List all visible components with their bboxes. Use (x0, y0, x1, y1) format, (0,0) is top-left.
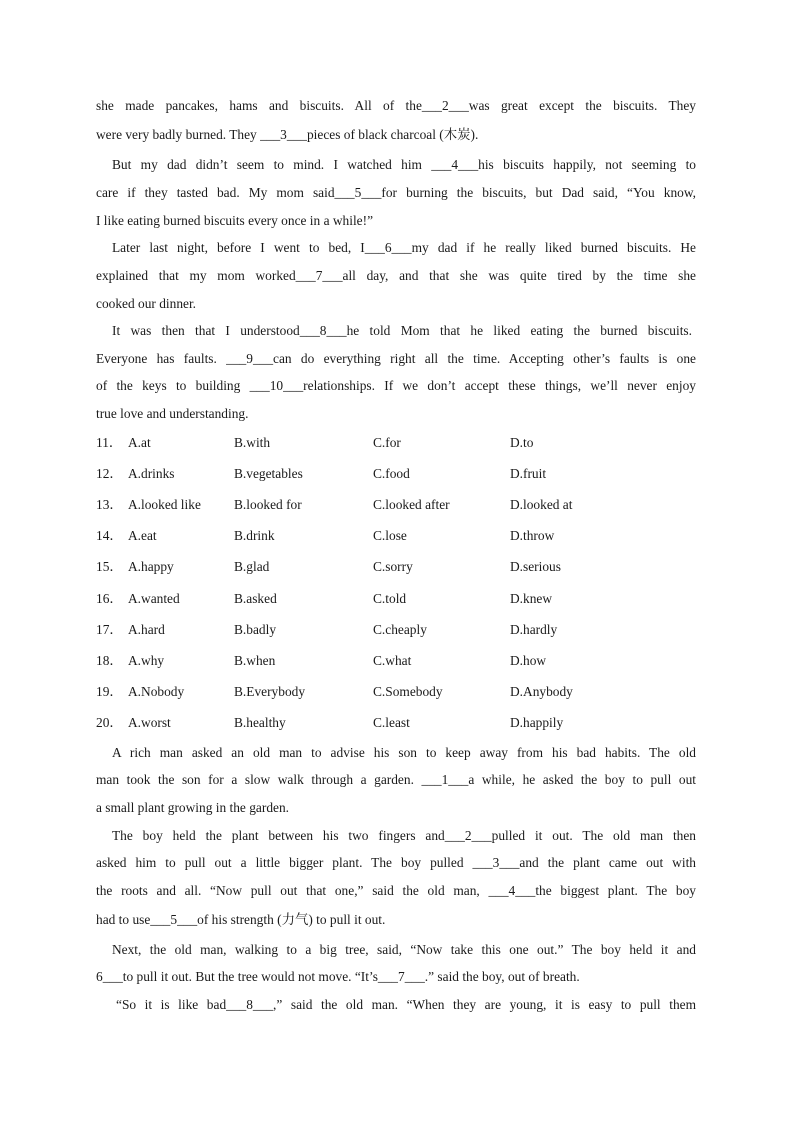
option-b: B.badly (234, 622, 277, 637)
option-a: A.wanted (128, 591, 180, 606)
option-d: D.knew (510, 591, 553, 606)
question-number: 19． (96, 684, 123, 699)
question-number: 15． (96, 559, 123, 574)
option-c: C.food (373, 466, 410, 481)
passage1-line-6: Later last night, before I went to bed, I___6___my dad if he really liked burned biscuits. He (112, 240, 696, 255)
question-number: 12． (96, 466, 123, 481)
passage2-line-5: asked him to pull out a little bigger plant. The boy pulled ___3___and the plant came out with (96, 855, 696, 870)
option-d: D.fruit (510, 466, 547, 481)
question-number: 11． (96, 435, 123, 450)
passage1-line-9: It was then that I understood___8___he told Mom that he liked eating the burned biscuits. (112, 323, 692, 338)
option-d: D.to (510, 435, 534, 450)
option-a: A.eat (128, 528, 157, 543)
passage2-line-9: 6___to pull it out. But the tree would not move. “It’s___7___.” said the boy, out of breath. (96, 969, 580, 984)
option-a: A.drinks (128, 466, 175, 481)
passage2-line-7: had to use___5___of his strength (力气) to pull it out. (96, 912, 386, 927)
option-c: C.cheaply (373, 622, 427, 637)
passage1-line-11: of the keys to building ___10___relationships. If we don’t accept these things, we’ll never enjoy (96, 378, 696, 393)
passage1-line-12: true love and understanding. (96, 406, 249, 421)
option-c: C.for (373, 435, 401, 450)
passage2-line-6: the roots and all. “Now pull out that one,” said the old man, ___4___the biggest plant. The boy (96, 883, 696, 898)
question-number: 16． (96, 591, 123, 606)
passage1-line-3: But my dad didn’t seem to mind. I watched him ___4___his biscuits happily, not seeming to (112, 157, 696, 172)
option-d: D.how (510, 653, 547, 668)
passage2-line-1: A rich man asked an old man to advise his son to keep away from his bad habits. The old (112, 745, 696, 760)
option-a: A.looked like (128, 497, 201, 512)
question-number: 13． (96, 497, 123, 512)
option-a: A.worst (128, 715, 171, 730)
option-c: C.Somebody (373, 684, 443, 699)
option-c: C.what (373, 653, 412, 668)
passage2-line-4: The boy held the plant between his two fingers and___2___pulled it out. The old man then (112, 828, 696, 843)
option-b: B.asked (234, 591, 277, 606)
option-d: D.throw (510, 528, 555, 543)
option-b: B.Everybody (234, 684, 306, 699)
option-b: B.glad (234, 559, 270, 574)
passage2-line-10: “So it is like bad___8___,” said the old man. “When they are young, it is easy to pull them (116, 997, 696, 1012)
option-a: A.at (128, 435, 151, 450)
passage1-line-8: cooked our dinner. (96, 296, 197, 311)
passage1-line-7: explained that my mom worked___7___all day, and that she was quite tired by the time she (96, 268, 696, 283)
option-c: C.told (373, 591, 407, 606)
option-d: D.looked at (510, 497, 573, 512)
passage1-line-1: she made pancakes, hams and biscuits. All of the___2___was great except the biscuits. They (96, 98, 696, 113)
option-a: A.Nobody (128, 684, 185, 699)
option-a: A.hard (128, 622, 165, 637)
passage1-line-4: care if they tasted bad. My mom said___5___for burning the biscuits, but Dad said, “You know, (96, 185, 696, 200)
option-b: B.vegetables (234, 466, 303, 481)
option-d: D.serious (510, 559, 561, 574)
option-c: C.least (373, 715, 410, 730)
question-number: 20． (96, 715, 123, 730)
passage1-line-2: were very badly burned. They ___3___pieces of black charcoal (木炭). (96, 127, 479, 142)
passage1-line-10: Everyone has faults. ___9___can do everything right all the time. Accepting other’s faults is one (96, 351, 696, 366)
option-a: A.why (128, 653, 165, 668)
option-b: B.healthy (234, 715, 286, 730)
option-b: B.drink (234, 528, 275, 543)
option-a: A.happy (128, 559, 174, 574)
option-d: D.hardly (510, 622, 558, 637)
passage2-line-8: Next, the old man, walking to a big tree, said, “Now take this one out.” The boy held it and (112, 942, 696, 957)
option-b: B.when (234, 653, 276, 668)
option-d: D.Anybody (510, 684, 573, 699)
passage2-line-2: man took the son for a slow walk through a garden. ___1___a while, he asked the boy to pull out (96, 772, 696, 787)
question-number: 18． (96, 653, 123, 668)
option-b: B.looked for (234, 497, 302, 512)
option-b: B.with (234, 435, 271, 450)
option-c: C.lose (373, 528, 407, 543)
option-c: C.sorry (373, 559, 413, 574)
passage1-line-5: I like eating burned biscuits every once in a while!” (96, 213, 374, 228)
passage2-line-3: a small plant growing in the garden. (96, 800, 290, 815)
question-number: 14． (96, 528, 123, 543)
question-number: 17． (96, 622, 123, 637)
option-d: D.happily (510, 715, 564, 730)
option-c: C.looked after (373, 497, 450, 512)
